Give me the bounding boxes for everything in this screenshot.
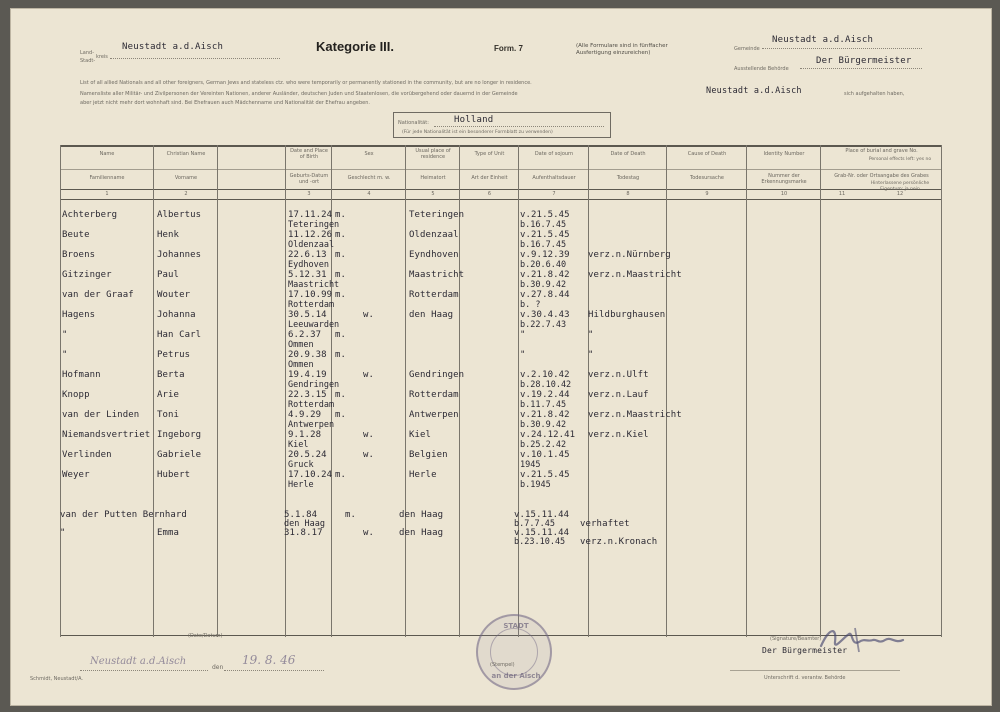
- form-note-2: Ausfertigung einzureichen): [576, 50, 651, 56]
- cell-sojourn-from: v.30.4.43: [520, 310, 570, 320]
- cell-vorname: Paul: [157, 270, 180, 280]
- col-line: [60, 145, 61, 637]
- cell-sojourn-to: b.23.10.45: [514, 537, 566, 547]
- col-num: 9: [705, 191, 709, 197]
- persons-table: [60, 145, 942, 637]
- signature-label: (Signature/Beamter): [770, 636, 822, 642]
- cell-birth-place: den Haag: [284, 519, 325, 529]
- cell-vorname: Emma: [157, 528, 180, 538]
- footer-date: 19. 8. 46: [242, 653, 296, 667]
- col-num: 6: [487, 191, 492, 197]
- cell-birth-date: 5.12.31: [288, 270, 327, 280]
- cell-sojourn-to: b.1945: [520, 480, 551, 490]
- cell-residence: Gendringen: [409, 370, 465, 380]
- col-header-residence-de: Heimatort: [420, 175, 446, 181]
- col-header-unit: Type of Unit: [474, 151, 505, 157]
- cell-birth-date: 22.3.15: [288, 390, 327, 400]
- cell-vorname: Johannes: [157, 250, 202, 260]
- cell-name: ": [62, 330, 68, 340]
- col-header-death-cause-de: Todesursache: [689, 175, 724, 181]
- cell-name: Achterberg: [62, 210, 118, 220]
- cell-sojourn-to: b.25.2.42: [520, 440, 567, 450]
- cell-sex: m.: [335, 270, 347, 280]
- cell-sojourn-to: b.16.7.45: [520, 220, 567, 230]
- table-number-rule-top: [60, 189, 942, 190]
- behoerde-value: Der Bürgermeister: [816, 56, 912, 66]
- col-header-burial-de: Grab-Nr. oder Ortsangabe des Grabes: [834, 173, 929, 179]
- cell-residence: Teteringen: [409, 210, 465, 220]
- cell-name: Hofmann: [62, 370, 101, 380]
- col-line: [820, 145, 821, 637]
- cell-birth-place: Gruck: [288, 460, 314, 470]
- cell-name: Knopp: [62, 390, 90, 400]
- col-num: 10: [780, 191, 788, 197]
- intro-line-2: Namensliste aller Militär- und Zivilpersonen der Vereinten Nationen, anderer Ausländer, deutschen Juden und Staatenlosen, die vorübergehend oder dauernd in der Gemeinde: [80, 91, 518, 97]
- col-header-identity: Identity Number: [763, 151, 805, 157]
- cell-sojourn-to: b.11.7.45: [520, 400, 567, 410]
- cell-sex: m.: [345, 510, 357, 520]
- cell-residence: Rotterdam: [409, 390, 459, 400]
- cell-birth-place: Leeuwarden: [288, 320, 340, 330]
- cell-name: Broens: [62, 250, 96, 260]
- intro-gemeinde-value: Neustadt a.d.Aisch: [706, 86, 802, 96]
- cell-birth-date: 5.1.84: [284, 510, 318, 520]
- cell-vorname: Toni: [157, 410, 180, 420]
- cell-death-note: verhaftet: [580, 519, 630, 529]
- cell-vorname: Wouter: [157, 290, 191, 300]
- cell-death-note: Hildburghausen: [588, 310, 666, 320]
- col-num: 1: [105, 191, 109, 197]
- col-line: [217, 145, 218, 637]
- cell-vorname: Berta: [157, 370, 185, 380]
- intro-line-1: List of all allied Nationals and all other foreigners, German Jews and stateless ctz. who were temporarily or permanently stationed in the community, but are no longer in residence.: [80, 80, 532, 86]
- cell-birth-place: Eydhoven: [288, 260, 329, 270]
- col-header-identity-de: Nummer der Erkennungsmarke: [761, 173, 807, 185]
- cell-sojourn-from: v.15.11.44: [514, 528, 570, 538]
- cell-birth-date: 17.10.99: [288, 290, 333, 300]
- form-note-1: (Alle Formulare sind in fünffacher: [576, 43, 668, 49]
- col-header-death-date-de: Todestag: [616, 175, 640, 181]
- cell-sex: w.: [363, 310, 375, 320]
- cell-sojourn-to: 1945: [520, 460, 541, 470]
- cell-vorname: Petrus: [157, 350, 191, 360]
- cell-sex: m.: [335, 230, 347, 240]
- cell-residence: den Haag: [399, 510, 444, 520]
- cell-death-note: verz.n.Maastricht: [588, 410, 682, 420]
- col-header-death-cause: Cause of Death: [687, 151, 727, 157]
- cell-residence: Maastricht: [409, 270, 465, 280]
- cell-sojourn-from: v.9.12.39: [520, 250, 570, 260]
- cell-death-note: ": [588, 350, 594, 360]
- landkreis-value: Neustadt a.d.Aisch: [122, 42, 224, 52]
- col-num: 3: [307, 191, 311, 197]
- table-top-rule: [60, 145, 942, 147]
- cell-sojourn-from: v.2.10.42: [520, 370, 570, 380]
- cell-birth-place: Kiel: [288, 440, 309, 450]
- col-header-name-de: Familienname: [89, 175, 125, 181]
- cell-birth-place: Gendringen: [288, 380, 340, 390]
- col-num: 11: [838, 191, 846, 197]
- intro-line-2-end: sich aufgehalten haben,: [844, 91, 905, 97]
- col-header-residence: Usual place of residence: [415, 148, 451, 160]
- cell-death-note: verz.n.Kiel: [588, 430, 649, 440]
- cell-birth-date: 4.9.29: [288, 410, 322, 420]
- cell-sojourn-to: b.28.10.42: [520, 380, 572, 390]
- cell-name: Weyer: [62, 470, 90, 480]
- cell-sojourn-from: ": [520, 350, 526, 360]
- col-line: [405, 145, 406, 637]
- cell-vorname: Johanna: [157, 310, 196, 320]
- nationality-label: Nationalität:: [398, 120, 429, 126]
- cell-sojourn-to: b.7.7.45: [514, 519, 555, 529]
- cell-vorname: Henk: [157, 230, 180, 240]
- cell-sex: w.: [363, 450, 375, 460]
- cell-death-note: verz.n.Maastricht: [588, 270, 682, 280]
- col-header-sojourn: Date of sojourn: [534, 151, 574, 157]
- col-header-burial: Place of burial and grave No.: [845, 148, 918, 154]
- cell-sex: m.: [335, 470, 347, 480]
- cell-sex: m.: [335, 350, 347, 360]
- col-header-effects: Personal effects left: yes no: [868, 157, 932, 162]
- cell-birth-date: 19.4.19: [288, 370, 327, 380]
- cell-vorname: Han Carl: [157, 330, 202, 340]
- signature-underline: [730, 670, 900, 671]
- cell-birth-place: Antwerpen: [288, 420, 335, 430]
- stamp-top-text: STADT: [503, 622, 529, 630]
- cell-death-note: verz.n.Kronach: [580, 537, 658, 547]
- col-header-effects-de: Hinterlassene persönliche Eigentum: ja nein: [870, 181, 930, 192]
- col-num: 7: [552, 191, 556, 197]
- col-header-name: Name: [99, 151, 115, 157]
- cell-sojourn-from: v.21.5.45: [520, 230, 570, 240]
- col-num: 5: [431, 191, 435, 197]
- cell-birth-date: 20.5.24: [288, 450, 327, 460]
- col-header-unit-de: Art der Einheit: [471, 175, 508, 181]
- cell-death-note: verz.n.Nürnberg: [588, 250, 671, 260]
- cell-death-note: ": [588, 330, 594, 340]
- cell-name: Verlinden: [62, 450, 112, 460]
- cell-residence: Oldenzaal: [409, 230, 459, 240]
- col-line: [746, 145, 747, 637]
- intro-line-3: aber jetzt nicht mehr dort wohnhaft sind. Bei Ehefrauen auch Mädchenname und Nationalität der Ehefrau angeben.: [80, 100, 370, 106]
- cell-name: Hagens: [62, 310, 96, 320]
- col-line: [666, 145, 667, 637]
- cell-birth-date: 30.5.14: [288, 310, 327, 320]
- table-header-divider: [60, 169, 942, 170]
- cell-vorname: Arie: [157, 390, 180, 400]
- cell-name: Niemandsvertriet: [62, 430, 151, 440]
- cell-sojourn-from: v.27.8.44: [520, 290, 570, 300]
- cell-birth-place: Ommen: [288, 340, 314, 350]
- col-line: [518, 145, 519, 637]
- stempel-label: (Stempel): [490, 662, 515, 668]
- cell-vorname: Hubert: [157, 470, 191, 480]
- cell-sojourn-to: b.20.6.40: [520, 260, 567, 270]
- landkreis-label: Land-: [80, 50, 94, 56]
- gemeinde-value: Neustadt a.d.Aisch: [772, 35, 874, 45]
- form-number: Form. 7: [494, 44, 523, 53]
- gemeinde-underline: [762, 48, 922, 49]
- cell-birth-date: 11.12.26: [288, 230, 333, 240]
- cell-sojourn-from: v.21.5.45: [520, 470, 570, 480]
- cell-sojourn-from: v.21.5.45: [520, 210, 570, 220]
- col-header-vorname-de: Vorname: [174, 175, 198, 181]
- cell-sex: m.: [335, 290, 347, 300]
- signature-mark: [815, 620, 915, 660]
- cell-birth-place: Teteringen: [288, 220, 340, 230]
- cell-vorname: Albertus: [157, 210, 202, 220]
- cell-birth-place: Rotterdam: [288, 300, 335, 310]
- cell-sex: m.: [335, 210, 347, 220]
- cell-sojourn-from: ": [520, 330, 526, 340]
- cell-sex: m.: [335, 250, 347, 260]
- col-num: 12: [896, 191, 904, 197]
- cell-birth-date: 17.10.24: [288, 470, 333, 480]
- cell-birth-date: 20.9.38: [288, 350, 327, 360]
- kreis-label: kreis: [96, 54, 108, 60]
- cell-sojourn-from: v.24.12.41: [520, 430, 576, 440]
- nationality-value: Holland: [454, 115, 494, 125]
- landkreis-underline: [110, 58, 280, 59]
- den-label: den: [212, 664, 224, 671]
- behoerde-underline: [800, 68, 922, 69]
- footer-place: Neustadt a.d.Aisch: [90, 656, 187, 667]
- signer-title: Der Bürgermeister: [762, 646, 848, 655]
- cell-residence: Rotterdam: [409, 290, 459, 300]
- stadtkreis-label: Stadt-: [80, 58, 96, 64]
- cell-birth-place: Rotterdam: [288, 400, 335, 410]
- cell-death-note: verz.n.Lauf: [588, 390, 649, 400]
- nationality-note: (Für jede Nationalität ist ein besonderer Formblatt zu verwenden): [402, 130, 553, 135]
- cell-sojourn-to: b.22.7.43: [520, 320, 567, 330]
- footer-date-underline: [224, 670, 324, 671]
- date-label: (Date/Datum): [188, 633, 223, 639]
- cell-name: Beute: [62, 230, 90, 240]
- cell-sojourn-from: v.10.1.45: [520, 450, 570, 460]
- cell-residence: Belgien: [409, 450, 448, 460]
- col-header-christian-name: Christian Name: [166, 151, 206, 157]
- cell-birth-place: Herle: [288, 480, 314, 490]
- cell-death-note: verz.n.Ulft: [588, 370, 649, 380]
- cell-sojourn-from: v.21.8.42: [520, 410, 570, 420]
- col-header-sojourn-de: Aufenthaltsdauer: [532, 175, 576, 181]
- col-num: 4: [367, 191, 371, 197]
- cell-vorname: Ingeborg: [157, 430, 202, 440]
- cell-sex: w.: [363, 430, 375, 440]
- cell-sojourn-to: b.30.9.42: [520, 280, 567, 290]
- unterschrift-label: Unterschrift d. verantw. Behörde: [764, 675, 846, 681]
- nationality-underline: [434, 126, 604, 127]
- behoerde-label: Ausstellende Behörde: [734, 66, 789, 72]
- cell-vorname: Gabriele: [157, 450, 202, 460]
- cell-sojourn-to: b. ?: [520, 300, 541, 310]
- cell-residence: den Haag: [399, 528, 444, 538]
- cell-sex: w.: [363, 528, 375, 538]
- cell-sex: m.: [335, 330, 347, 340]
- cell-name: van der Graaf: [62, 290, 134, 300]
- cell-residence: Herle: [409, 470, 437, 480]
- col-line: [153, 145, 154, 637]
- gemeinde-label: Gemeinde: [734, 46, 760, 52]
- col-header-sex-de: Geschlecht m. w.: [347, 175, 391, 181]
- cell-birth-place: Ommen: [288, 360, 314, 370]
- cell-residence: den Haag: [409, 310, 454, 320]
- col-header-sex: Sex: [364, 151, 374, 157]
- cell-sex: w.: [363, 370, 375, 380]
- cell-sojourn-from: v.19.2.44: [520, 390, 570, 400]
- table-number-rule-bottom: [60, 199, 942, 200]
- cell-name: ": [60, 528, 66, 538]
- cell-name: van der Linden: [62, 410, 140, 420]
- cell-birth-date: 22.6.13: [288, 250, 327, 260]
- col-header-death-date: Date of Death: [610, 151, 646, 157]
- cell-sex: m.: [335, 410, 347, 420]
- cell-birth-place: Maastricht: [288, 280, 340, 290]
- col-num: 8: [626, 191, 630, 197]
- cell-sex: m.: [335, 390, 347, 400]
- cell-sojourn-to: b.30.9.42: [520, 420, 567, 430]
- nationality-box: [393, 112, 611, 138]
- stamp-bottom-text: an der Aisch: [491, 672, 541, 680]
- cell-birth-date: 17.11.24: [288, 210, 333, 220]
- cell-name: ": [62, 350, 68, 360]
- cell-birth-date: 6.2.37: [288, 330, 322, 340]
- cell-birth-date: 9.1.28: [288, 430, 322, 440]
- col-line: [941, 145, 942, 637]
- cell-residence: Antwerpen: [409, 410, 459, 420]
- document-page: [10, 8, 992, 706]
- cell-birth-place: Oldenzaal: [288, 240, 335, 250]
- col-header-birth: Date and Place of Birth: [290, 148, 328, 160]
- page-title: Kategorie III.: [316, 39, 395, 54]
- cell-sojourn-to: b.16.7.45: [520, 240, 567, 250]
- col-num: 2: [184, 191, 188, 197]
- cell-birth-date: 31.8.17: [284, 528, 323, 538]
- col-line: [285, 145, 286, 637]
- cell-residence: Kiel: [409, 430, 432, 440]
- official-stamp: [476, 614, 552, 690]
- cell-name: van der Putten Bernhard: [60, 510, 187, 520]
- cell-name: Gitzinger: [62, 270, 112, 280]
- cell-residence: Eyndhoven: [409, 250, 459, 260]
- printer-label: Schmidt, Neustadt/A.: [30, 676, 84, 682]
- cell-sojourn-from: v.15.11.44: [514, 510, 570, 520]
- cell-sojourn-from: v.21.8.42: [520, 270, 570, 280]
- col-header-birth-de: Geburts-Datum und -ort: [289, 173, 329, 185]
- footer-place-underline: [80, 670, 208, 671]
